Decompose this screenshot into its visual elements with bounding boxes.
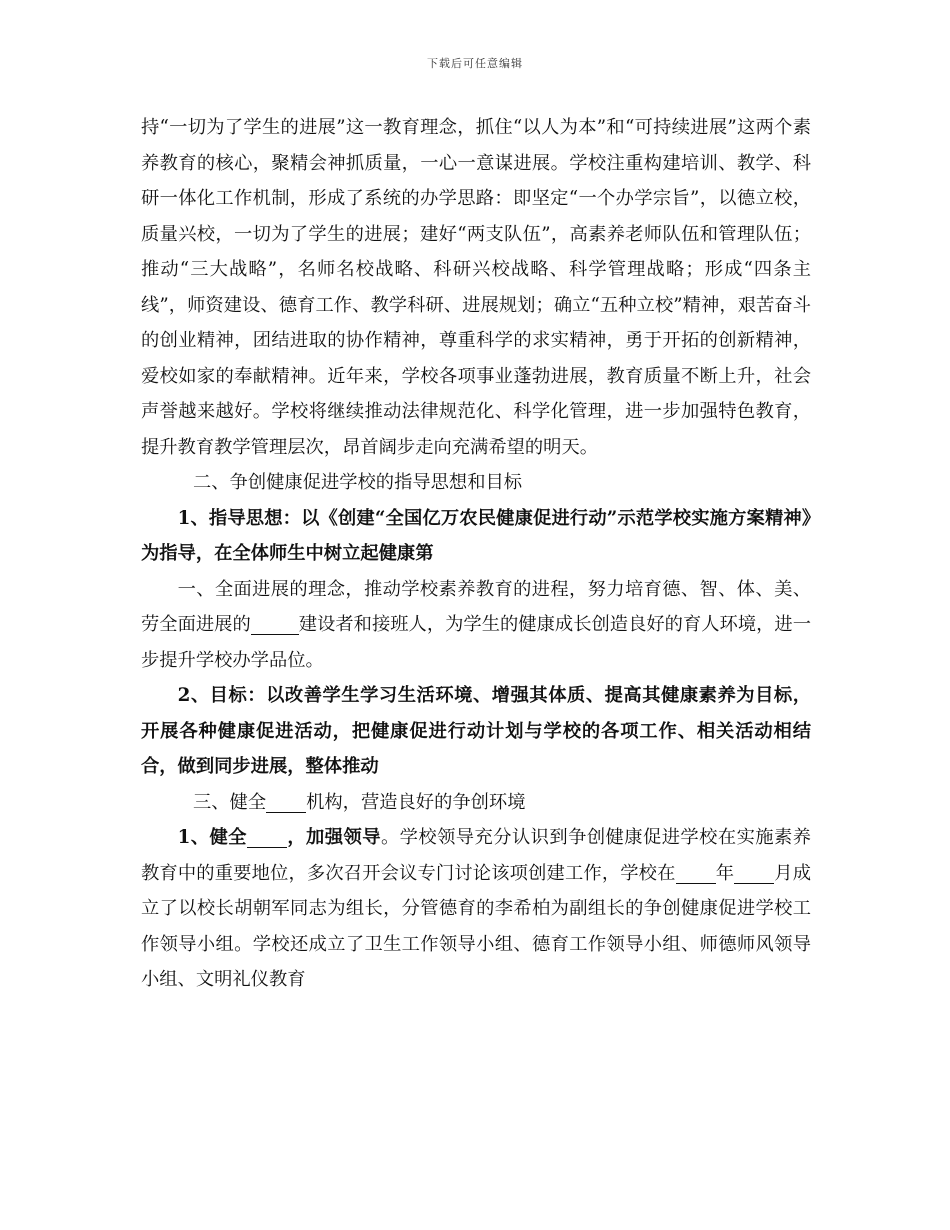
- document-body: [141, 110, 811, 998]
- section-heading-3-part-a: 三、健全: [193, 791, 267, 813]
- section-heading-3-part-b: 机构，营造良好的争创环境: [306, 791, 526, 813]
- leadership-text-year: 年: [715, 862, 735, 884]
- goal-paragraph: 2、目标：以改善学生学习生活环境、增强其体质、提高其健康素养为目标，开展各种健康促进活动，把健康促进行动计划与学校的各项工作、相关活动相结合，做到同步进展，整体推动: [141, 685, 811, 777]
- leadership-text-b: 月成立了以校长胡朝军同志为组长，分管德育的李希柏为副组长的争创健康促进学校工作领导小组。学校还成立了卫生工作领导小组、德育工作领导小组、师德师风领导小组、文明礼仪教育: [141, 862, 812, 990]
- blank-underline: [266, 791, 306, 812]
- section-heading-3: [141, 785, 811, 821]
- page-header: 下载后可任意编辑: [427, 57, 523, 70]
- blank-underline: [251, 614, 299, 635]
- leadership-bold-a: 1、健全: [177, 827, 247, 848]
- leadership-text-a: 。学校领导充分认识到争创健康促进学校在实施素养教育中的重要地位，多次召开会议专门讨论该项创建工作，学校在: [141, 827, 811, 884]
- leadership-bold-b: ，加强领导: [286, 827, 381, 848]
- blank-underline: [247, 827, 287, 848]
- paragraph-concept-part-b: 建设者和接班人，为学生的健康成长创造良好的育人环境，进一步提升学校办学品位。: [141, 614, 812, 671]
- blank-underline-month: [734, 862, 774, 883]
- paragraph-leadership: [141, 820, 811, 998]
- guiding-thought: 1、指导思想：以《创建“全国亿万农民健康促进行动”示范学校实施方案精神》为指导，在全体师生中树立起健康第: [141, 507, 811, 564]
- section-heading-2: 二、争创健康促进学校的指导思想和目标: [193, 472, 523, 493]
- paragraph-philosophy: 持“一切为了学生的进展”这一教育理念，抓住“以人为本”和“可持续进展”这两个素养教育的核心，聚精会神抓质量，一心一意谋进展。学校注重构建培训、教学、科研一体化工作机制，形成了系统的办学思路：即坚定“一个办学宗旨”，以德立校，质量兴校，一切为了学生的进展；建好“两支队伍”，高素养老师队伍和管理队伍；推动“三大战略”，名师名校战略、科研兴校战略、科学管理战略；形成“四条主线”，师资建设、德育工作、教学科研、进展规划；确立“五种立校”精神，艰苦奋斗的创业精神，团结进取的协作精神，尊重科学的求实精神，勇于开拓的创新精神，爱校如家的奉献精神。近年来，学校各项事业蓬勃进展，教育质量不断上升，社会声誉越来越好。学校将继续推动法律规范化、科学化管理，进一步加强特色教育，提升教育教学管理层次，昂首阔步走向充满希望的明天。: [141, 117, 811, 458]
- blank-underline-year: [676, 862, 716, 883]
- paragraph-concept-part-a: 一、全面进展的理念，推动学校素养教育的进程，努力培育德、智、体、美、劳全面进展的: [141, 578, 811, 635]
- paragraph-concept: [141, 572, 811, 679]
